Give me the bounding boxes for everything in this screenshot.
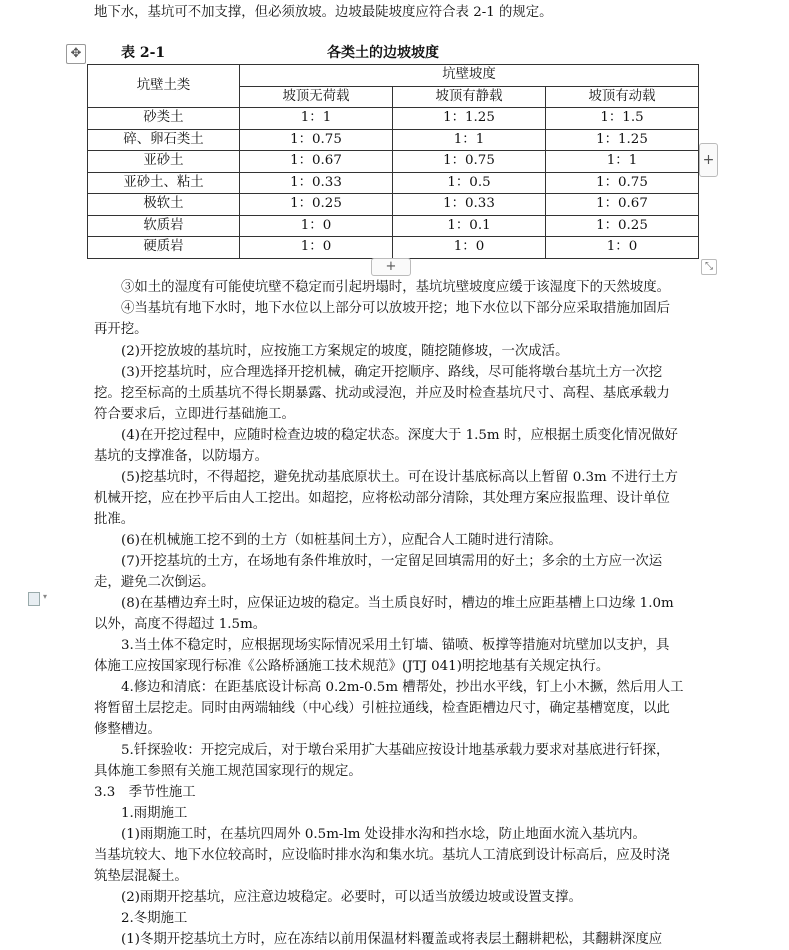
paragraph-line: (8)在基槽边弃土时，应保证边坡的稳定。当土质良好时，槽边的堆土应距基槽上口边缘 1.0m (121, 596, 674, 611)
table-cell: 1：0 (240, 215, 393, 237)
table-cell: 1：0.75 (546, 172, 699, 194)
table-cell: 1：0.25 (240, 194, 393, 216)
table-cell: 1：0.33 (240, 172, 393, 194)
paragraph-line: (3)开挖基坑时，应合理选择开挖机械，确定开挖顺序、路线，尽可能将墩台基坑土方一次挖 (121, 365, 663, 380)
paragraph-line: (1)雨期施工时，在基坑四周外 0.5m-lm 处设排水沟和挡水埝，防止地面水流入基坑内。 (121, 827, 646, 842)
paragraph-line: ④当基坑有地下水时，地下水位以上部分可以放坡开挖；地下水位以下部分应采取措施加固后 (121, 301, 671, 316)
paragraph-line: 当基坑较大、地下水位较高时，应设临时排水沟和集水坑。基坑人工清底到设计标高后，应及时浇 (94, 848, 670, 863)
header-cell: 坡顶无荷载 (240, 86, 393, 108)
header-group-cell: 坑壁坡度 (240, 65, 699, 87)
table-cell: 1：1 (546, 151, 699, 173)
paragraph-line: 基坑的支撑准备，以防塌方。 (94, 449, 269, 464)
table-resize-handle[interactable]: ⤡ (701, 259, 717, 275)
table-title: 各类土的边坡坡度 (327, 45, 439, 61)
table-cell: 1：0.1 (393, 215, 546, 237)
paragraph-line: 3.当土体不稳定时，应根据现场实际情况采用土钉墙、锚喷、板撑等措施对坑壁加以支护，具 (121, 638, 670, 653)
table-row (88, 237, 699, 259)
table-row (88, 172, 699, 194)
table-number: 表 2-1 (121, 45, 166, 61)
paragraph-line: (6)在机械施工挖不到的土方（如桩基间土方），应配合人工随时进行清除。 (121, 533, 562, 548)
add-column-button[interactable]: + (699, 143, 718, 177)
table-cell: 1：0.67 (546, 194, 699, 216)
table-cell: 软质岩 (88, 215, 240, 237)
paragraph-line: 4.修边和清底：在距基底设计标高 0.2m-0.5m 槽帮处，抄出水平线，钉上小木撅，然后用人工 (121, 680, 684, 695)
paragraph-line: 修整槽边。 (94, 722, 161, 737)
table-cell: 碎、卵石类土 (88, 129, 240, 151)
paragraph-line: (7)开挖基坑的土方，在场地有条件堆放时，一定留足回填需用的好土；多余的土方应一次运 (121, 554, 663, 569)
slope-table (87, 64, 699, 259)
paragraph-line: 批准。 (94, 512, 135, 527)
table-cell: 砂类土 (88, 108, 240, 130)
table-row (88, 129, 699, 151)
table-row (88, 151, 699, 173)
table-cell: 1：0.67 (240, 151, 393, 173)
paragraph-line: 以外，高度不得超过 1.5m。 (94, 617, 267, 632)
table-cell: 1：0.75 (393, 151, 546, 173)
table-cell: 1：0.33 (393, 194, 546, 216)
subsection-heading: 1.雨期施工 (121, 806, 188, 821)
table-cell: 极软土 (88, 194, 240, 216)
table-cell: 1：1.5 (546, 108, 699, 130)
table-row (88, 108, 699, 130)
document-icon[interactable] (28, 592, 40, 606)
table-cell: 1：1.25 (546, 129, 699, 151)
add-row-button[interactable]: + (371, 258, 411, 276)
table-row (88, 194, 699, 216)
paragraph-line: (2)雨期开挖基坑，应注意边坡稳定。必要时，可以适当放缓边坡或设置支撑。 (121, 890, 582, 905)
paragraph-line: 体施工应按国家现行标准《公路桥涵施工技术规范》(JTJ 041)明挖地基有关规定执行。 (94, 659, 610, 674)
paragraph-line: (1)冬期开挖基坑土方时，应在冻结以前用保温材料覆盖或将表层土翻耕耙松，其翻耕深度应 (121, 932, 663, 947)
paragraph-line: 挖。挖至标高的土质基坑不得长期暴露、扰动或浸泡，并应及时检查基坑尺寸、高程、基底承载力 (94, 386, 670, 401)
paragraph-line: 地下水，基坑可不加支撑，但必须放坡。边坡最陡坡度应符合表 2-1 的规定。 (94, 5, 553, 20)
paragraph-line: 5.钎探验收：开挖完成后，对于墩台采用扩大基础应按设计地基承载力要求对基底进行钎探， (121, 743, 670, 758)
paragraph-line: 符合要求后，立即进行基础施工。 (94, 407, 295, 422)
table-cell: 亚砂土、粘土 (88, 172, 240, 194)
subsection-heading: 2.冬期施工 (121, 911, 188, 926)
paragraph-line: ③如土的湿度有可能使坑壁不稳定而引起坍塌时，基坑坑壁坡度应缓于该湿度下的天然坡度。 (121, 280, 671, 295)
paragraph-line: 机械开挖，应在抄平后由人工挖出。如超挖，应将松动部分清除，其处理方案应报监理、设计单位 (94, 491, 670, 506)
table-cell: 1：0.25 (546, 215, 699, 237)
paragraph-line: 走，避免二次倒运。 (94, 575, 215, 590)
table-move-handle[interactable]: ✥ (66, 44, 86, 64)
paragraph-line: 筑垫层混凝土。 (94, 869, 188, 884)
table-cell: 1：1 (240, 108, 393, 130)
table-cell: 1：0 (393, 237, 546, 259)
header-cell: 坡顶有动载 (546, 86, 699, 108)
table-cell: 硬质岩 (88, 237, 240, 259)
table-cell: 亚砂土 (88, 151, 240, 173)
paragraph-line: 具体施工参照有关施工规范国家现行的规定。 (94, 764, 362, 779)
paragraph-line: 再开挖。 (94, 322, 148, 337)
table-cell: 1：0 (240, 237, 393, 259)
table-cell: 1：1.25 (393, 108, 546, 130)
paragraph-line: (2)开挖放坡的基坑时，应按施工方案规定的坡度，随挖随修坡，一次成活。 (121, 344, 569, 359)
header-cell: 坑壁土类 (88, 65, 240, 108)
paragraph-line: 将暂留土层挖走。同时由两端轴线（中心线）引桩拉通线，检查距槽边尺寸，确定基槽宽度，以此 (94, 701, 670, 716)
header-cell: 坡顶有静载 (393, 86, 546, 108)
table-cell: 1：0 (546, 237, 699, 259)
paragraph-line: (5)挖基坑时，不得超挖，避免扰动基底原状土。可在设计基底标高以上暂留 0.3m 不进行土方 (121, 470, 678, 485)
table-cell: 1：1 (393, 129, 546, 151)
table-row (88, 215, 699, 237)
section-heading: 3.3 季节性施工 (94, 785, 196, 800)
paragraph-line: (4)在开挖过程中，应随时检查边坡的稳定状态。深度大于 1.5m 时，应根据土质变化情况做好 (121, 428, 678, 443)
chevron-down-icon[interactable]: ▾ (43, 592, 48, 601)
table-cell: 1：0.75 (240, 129, 393, 151)
table-cell: 1：0.5 (393, 172, 546, 194)
